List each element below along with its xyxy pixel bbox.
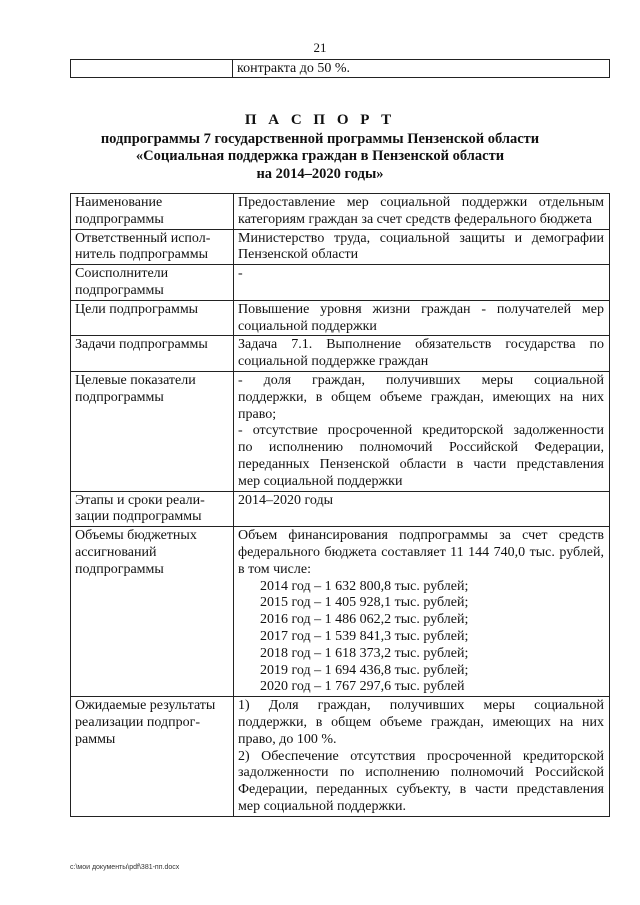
label-executor	[71, 229, 234, 265]
empty-cell	[71, 60, 233, 78]
value-indicators	[234, 371, 610, 491]
value-line: категориям граждан за счет средств федерального бюджета	[238, 211, 593, 227]
value-line: Пензенской области	[238, 247, 359, 263]
passport-table	[70, 193, 610, 817]
label-coexecutors	[71, 265, 234, 301]
value-line: Задача 7.1. Выполнение обязательств государства по	[238, 337, 604, 353]
value-line: - доля граждан, получивших меры социальной	[238, 372, 604, 388]
value-line: в том числе:	[238, 561, 311, 577]
value-line: - отсутствие просроченной кредиторской задолженности	[238, 423, 604, 439]
label-line: подпрограммы	[75, 282, 164, 298]
value-stages: 2014–2020 годы	[234, 491, 610, 527]
label-line: Ожидаемые результаты	[75, 698, 216, 714]
value-line: Предоставление мер социальной поддержки отдельным	[238, 195, 604, 210]
row-indicators	[71, 371, 610, 491]
label-line: раммы	[75, 731, 116, 747]
label-results	[71, 697, 234, 817]
value-goals	[234, 300, 610, 336]
value-line: Федерации, переданных субъекту, в части представления	[238, 782, 604, 798]
value-line: социальной поддержки	[238, 318, 377, 334]
row-coexecutors	[71, 265, 610, 301]
value-budget	[234, 527, 610, 697]
value-name	[234, 194, 610, 230]
label-line: Объемы бюджетных	[75, 528, 197, 544]
value-tasks	[234, 336, 610, 372]
label-line: Ответственный испол-	[75, 230, 211, 246]
table-row	[71, 60, 610, 78]
budget-year-line: 2019 год – 1 694 436,8 тыс. рублей;	[260, 662, 469, 678]
page-number: 21	[313, 40, 327, 55]
title-line-3: «Социальная поддержка граждан в Пензенской области	[135, 148, 505, 164]
value-line: Повышение уровня жизни граждан - получателей мер	[238, 301, 604, 317]
row-budget	[71, 527, 610, 697]
value-line: поддержки, в общем объеме граждан, имеющих на них	[238, 389, 604, 405]
budget-year-line: 2018 год – 1 618 373,2 тыс. рублей;	[260, 645, 469, 661]
label-indicators	[71, 371, 234, 491]
label-line: подпрограммы	[75, 561, 164, 577]
title-line-2: подпрограммы 7 государственной программы Пензенской области	[100, 130, 540, 147]
value-line: федерального бюджета составляет 11 144 740,0 тыс. рублей,	[238, 544, 604, 560]
value-line: мер социальной поддержки	[238, 473, 403, 489]
value-line: поддержки, в общем объеме граждан, имеющих на них	[238, 714, 604, 730]
value-line: Объем финансирования подпрограммы за счет средств	[238, 528, 604, 544]
budget-year-line: 2020 год – 1 767 297,6 тыс. рублей	[260, 679, 465, 695]
row-stages	[71, 491, 610, 527]
label-line: Наименование	[75, 195, 163, 210]
continuation-table	[70, 59, 610, 78]
label-line: нитель подпрограммы	[75, 247, 208, 263]
value-line: Министерство труда, социальной защиты и демографии	[238, 230, 604, 246]
row-tasks	[71, 336, 610, 372]
label-tasks: Задачи подпрограммы	[71, 336, 234, 372]
budget-year-line: 2016 год – 1 486 062,2 тыс. рублей;	[260, 612, 469, 628]
value-line: по исполнению полномочий Российской Федерации,	[238, 440, 604, 456]
file-path-footer: c:\мои документы\pdf\381-пп.docx	[70, 864, 180, 871]
budget-year-line: 2014 год – 1 632 800,8 тыс. рублей;	[260, 578, 469, 594]
row-goals	[71, 300, 610, 336]
label-line: ассигнований	[75, 544, 157, 560]
label-line: подпрограммы	[75, 211, 164, 227]
budget-year-line: 2017 год – 1 539 841,3 тыс. рублей;	[260, 628, 469, 644]
value-executor	[234, 229, 610, 265]
row-executor	[71, 229, 610, 265]
value-line: 2) Обеспечение отсутствия просроченной кредиторской	[238, 748, 604, 764]
title-passport: П А С П О Р Т	[244, 112, 396, 128]
label-name	[71, 194, 234, 230]
label-line: Целевые показатели	[75, 372, 196, 388]
label-line: подпрограммы	[75, 389, 164, 405]
value-line: мер социальной поддержки.	[238, 798, 406, 814]
label-line: Соисполнители	[75, 266, 169, 282]
label-line: реализации подпрог-	[75, 714, 201, 730]
row-name	[71, 194, 610, 230]
value-line: право, до 100 %.	[238, 731, 337, 747]
value-results	[234, 697, 610, 817]
label-budget	[71, 527, 234, 697]
budget-year-line: 2015 год – 1 405 928,1 тыс. рублей;	[260, 595, 469, 611]
value-line: переданных Пензенской области в части представления	[238, 456, 604, 472]
value-line: 1) Доля граждан, получивших меры социальной	[238, 698, 604, 714]
label-line: зации подпрограммы	[75, 509, 202, 525]
label-line: Этапы и сроки реали-	[75, 492, 205, 508]
continuation-text: контракта до 50 %.	[233, 60, 610, 78]
title-line-4: на 2014–2020 годы»	[256, 165, 384, 182]
row-results	[71, 697, 610, 817]
label-stages	[71, 491, 234, 527]
label-goals: Цели подпрограммы	[71, 300, 234, 336]
value-line: задолженности по исполнению полномочий Российской	[238, 765, 604, 781]
value-line: право;	[238, 406, 277, 422]
value-line: социальной поддержке граждан	[238, 354, 429, 370]
document-title	[0, 112, 640, 183]
value-coexecutors: -	[234, 265, 610, 301]
